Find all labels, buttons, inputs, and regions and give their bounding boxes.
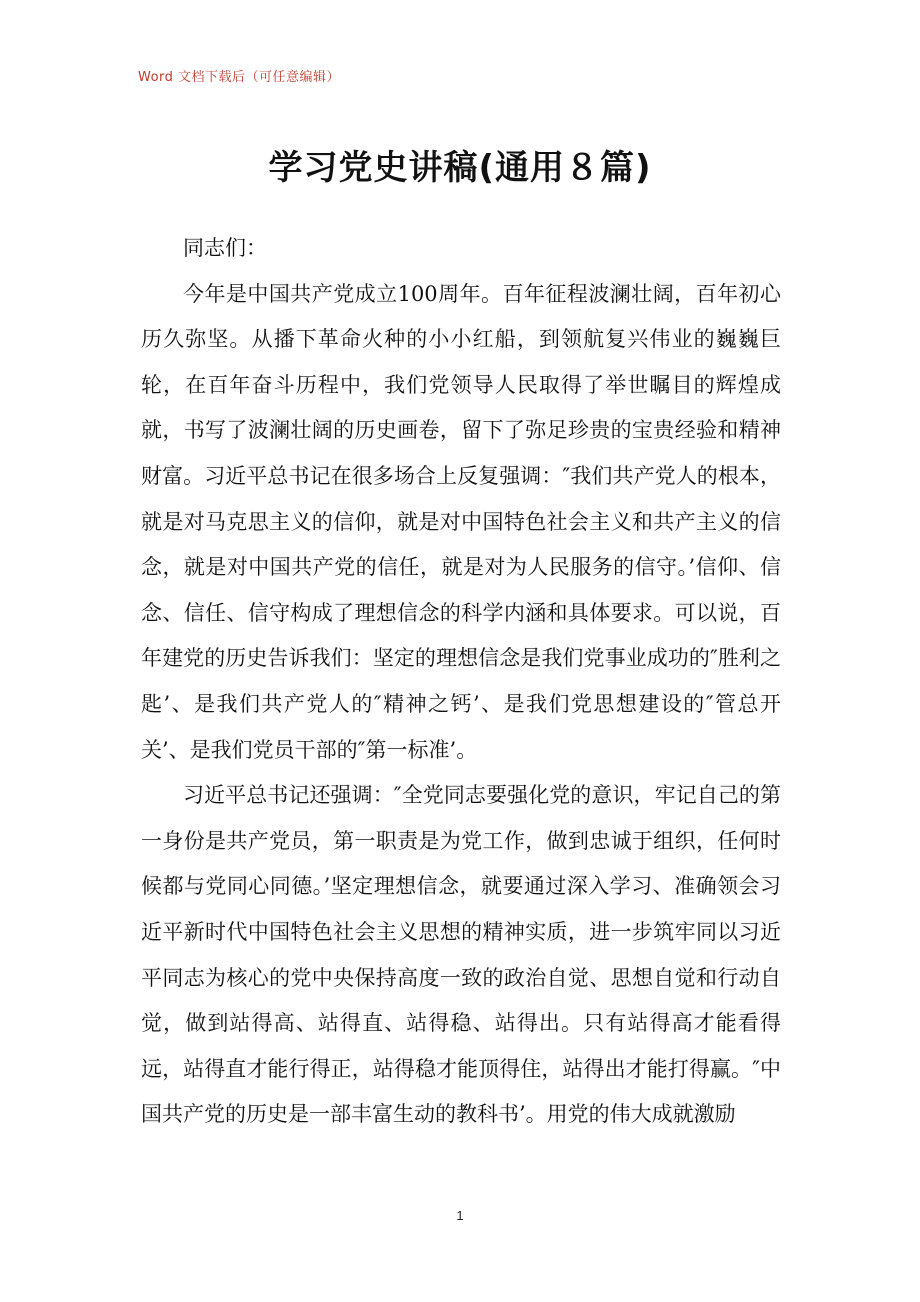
paragraph: 今年是中国共产党成立100周年。百年征程波澜壮阔，百年初心历久弥坚。从播下革命火种的小小红船，到领航复兴伟业的巍巍巨轮，在百年奋斗历程中，我们党领导人民取得了举世瞩目的辉煌成就，书写了波澜壮阔的历史画卷，留下了弥足珍贵的宝贵经验和精神财富。习近平总书记在很多场合上反复强调：″我们共产党人的根本，就是对马克思主义的信仰，就是对中国特色社会主义和共产主义的信念，就是对中国共产党的信任，就是对为人民服务的信守。’信仰、信念、信任、信守构成了理想信念的科学内涵和具体要求。可以说，百年建党的历史告诉我们：坚定的理想信念是我们党事业成功的″胜利之匙’、是我们共产党人的″精神之钙’、是我们党思想建设的″管总开关’、是我们党员干部的″第一标准’。 <box>141 281 781 762</box>
document-header-note: Word 文档下载后（可任意编辑） <box>138 70 341 85</box>
document-body <box>141 226 781 1138</box>
page-number: 1 <box>456 1208 464 1223</box>
paragraph: 习近平总书记还强调：″全党同志要强化党的意识，牢记自己的第一身份是共产党员，第一职责是为党工作，做到忠诚于组织，任何时候都与党同心同德。’坚定理想信念，就要通过深入学习、准确领会习近平新时代中国特色社会主义思想的精神实质，进一步筑牢同以习近平同志为核心的党中央保持高度一致的政治自觉、思想自觉和行动自觉，做到站得高、站得直、站得稳、站得出。只有站得高才能看得远，站得直才能行得正，站得稳才能顶得住，站得出才能打得赢。″中国共产党的历史是一部丰富生动的教科书’。用党的伟大成就激励 <box>141 783 781 1127</box>
paragraph-salutation: 同志们： <box>183 236 267 260</box>
document-title: 学习党史讲稿(通用８篇) <box>268 148 652 188</box>
